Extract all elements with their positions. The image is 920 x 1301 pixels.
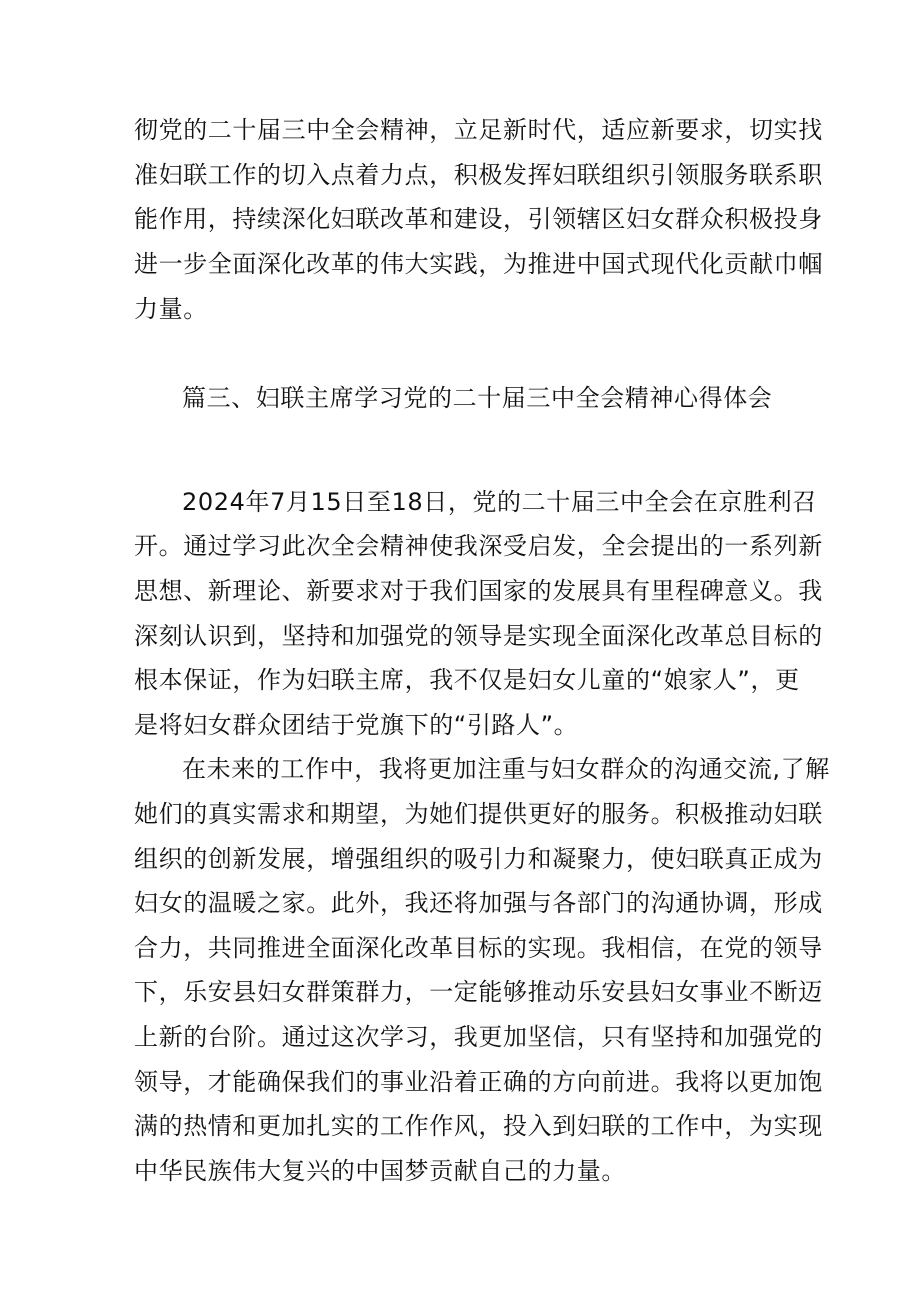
text-line: 思想、新理论、新要求对于我们国家的发展具有里程碑意义。我: [134, 577, 823, 605]
text-line: 能作用，持续深化妇联改革和建设，引领辖区妇女群众积极投身: [134, 205, 823, 233]
text-line: 准妇联工作的切入点着力点，积极发挥妇联组织引领服务联系职: [134, 161, 823, 189]
text-line: 组织的创新发展，增强组织的吸引力和凝聚力，使妇联真正成为: [134, 845, 823, 873]
text-line: 根本保证，作为妇联主席，我不仅是妇女儿童的“娘家人”，更: [134, 666, 800, 694]
text-line: 她们的真实需求和期望，为她们提供更好的服务。积极推动妇联: [134, 800, 823, 828]
text-line: 彻党的二十届三中全会精神，立足新时代，适应新要求，切实找: [134, 116, 823, 144]
section-heading: 篇三、妇联主席学习党的二十届三中全会精神心得体会: [182, 384, 773, 412]
text-line: 合力，共同推进全面深化改革目标的实现。我相信，在党的领导: [134, 934, 823, 962]
text-line: 下，乐安县妇女群策群力，一定能够推动乐安县妇女事业不断迈: [134, 978, 823, 1006]
text-line: 进一步全面深化改革的伟大实践，为推进中国式现代化贡献巾帼: [134, 250, 823, 278]
text-line: 领导，才能确保我们的事业沿着正确的方向前进。我将以更加饱: [134, 1068, 823, 1096]
text-line: 在未来的工作中，我将更加注重与妇女群众的沟通交流,了解: [182, 755, 830, 783]
text-line: 开。通过学习此次全会精神使我深受启发，全会提出的一系列新: [134, 532, 823, 560]
text-line: 2024年7月15日至18日，党的二十届三中全会在京胜利召: [182, 488, 817, 516]
text-line: 上新的台阶。通过这次学习，我更加坚信，只有坚持和加强党的: [134, 1023, 823, 1051]
text-line: 妇女的温暖之家。此外，我还将加强与各部门的沟通协调，形成: [134, 889, 823, 917]
text-line: 是将妇女群众团结于党旗下的“引路人”。: [134, 711, 579, 739]
text-line: 深刻认识到，坚持和加强党的领导是实现全面深化改革总目标的: [134, 622, 823, 650]
text-line: 中华民族伟大复兴的中国梦贡献自己的力量。: [134, 1157, 626, 1185]
text-line: 力量。: [134, 295, 208, 323]
text-line: 满的热情和更加扎实的工作作风，投入到妇联的工作中，为实现: [134, 1112, 823, 1140]
